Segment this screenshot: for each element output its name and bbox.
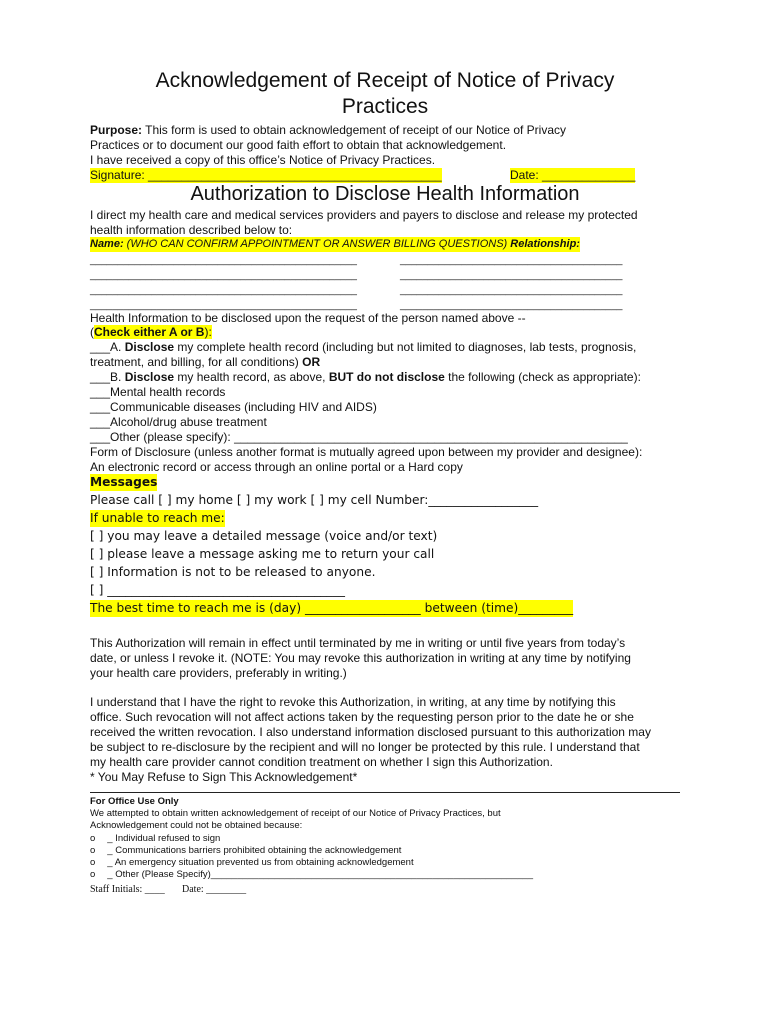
date-field[interactable]: Date: ______________ — [510, 168, 636, 182]
bullet-icon: o — [90, 833, 96, 844]
authorization-heading: Authorization to Disclose Health Information — [190, 183, 580, 205]
document-title — [90, 68, 680, 120]
option-a-line-1[interactable]: ___A. Disclose my complete health record (including but not limited to diagnoses, lab tests, prognosis, — [90, 340, 637, 354]
option-mental-health[interactable]: ___Mental health records — [90, 385, 226, 399]
purpose-label: Purpose: — [90, 123, 143, 137]
option-b-line[interactable]: ___B. Disclose my health record, as above, BUT do not disclose the following (check as appropriate): — [90, 370, 641, 384]
office-line-1: We attempted to obtain written acknowledgement of receipt of our Notice of Privacy Practices, but — [90, 808, 501, 819]
unable-to-reach-heading: If unable to reach me: — [90, 511, 225, 525]
relationship-blank-2[interactable]: ________________________________________ — [400, 270, 623, 281]
bullet-icon: o — [90, 857, 96, 868]
authorization-intro-2: health information described below to: — [90, 223, 293, 237]
name-label: Name: — [90, 238, 124, 250]
name-blank-3[interactable]: ________________________________________________ — [90, 285, 357, 296]
bullet-icon: o — [90, 869, 96, 880]
option-alcohol-drug[interactable]: ___Alcohol/drug abuse treatment — [90, 415, 267, 429]
understand-line-3: received the written revocation. I also understand information disclosed pursuant to this authorization may — [90, 725, 651, 739]
message-option-detailed[interactable]: [ ] you may leave a detailed message (voice and/or text) — [90, 529, 438, 543]
office-use-divider — [90, 792, 680, 793]
name-relationship-line — [90, 237, 580, 252]
name-blank-2[interactable]: ________________________________________________ — [90, 270, 357, 281]
office-option-barriers[interactable]: o _ Communications barriers prohibited obtaining the acknowledgement — [90, 845, 402, 856]
understand-line-2: office. Such revocation will not affect actions taken by the requesting person prior to the date he or she — [90, 710, 634, 724]
office-use-heading: For Office Use Only — [90, 796, 179, 807]
option-a-line-2: treatment, and billing, for all conditions) OR — [90, 355, 321, 369]
understand-line-5: my health care provider cannot condition treatment on whether I sign this Authorization. — [90, 755, 553, 769]
effect-line-2: date, or unless I revoke it. (NOTE: You may revoke this authorization in writing at any time by notifying — [90, 651, 631, 665]
refuse-to-sign-note: * You May Refuse to Sign This Acknowledgement* — [90, 770, 358, 784]
purpose-line-1 — [90, 123, 566, 138]
office-line-2: Acknowledgement could not be obtained because: — [90, 820, 303, 831]
check-either-label: Check either A or B — [94, 325, 205, 339]
message-option-return-call[interactable]: [ ] please leave a message asking me to return your call — [90, 547, 435, 561]
office-option-emergency[interactable]: o _ An emergency situation prevented us from obtaining acknowledgement — [90, 857, 414, 868]
understand-line-1: I understand that I have the right to revoke this Authorization, in writing, at any time by notifying this — [90, 695, 616, 709]
relationship-label: Relationship: — [510, 238, 580, 250]
name-blank-4[interactable]: ________________________________________________ — [90, 300, 357, 311]
title-line-2: Practices — [341, 95, 429, 118]
call-preference-line[interactable]: Please call [ ] my home [ ] my work [ ] my cell Number:__________________ — [90, 493, 539, 507]
relationship-blank-1[interactable]: ________________________________________ — [400, 255, 623, 266]
best-time-line[interactable]: The best time to reach me is (day) ___________________ between (time)_________ — [90, 601, 574, 615]
receipt-statement: I have received a copy of this office’s Notice of Privacy Practices. — [90, 153, 436, 167]
staff-initials-field[interactable]: Staff Initials: ____ — [90, 884, 165, 895]
name-note: (WHO CAN CONFIRM APPOINTMENT OR ANSWER BILLING QUESTIONS) — [123, 238, 511, 250]
message-option-other[interactable]: [ ] _______________________________________ — [90, 583, 345, 597]
form-of-disclosure-options: An electronic record or access through an online portal or a Hard copy — [90, 460, 463, 474]
title-line-1: Acknowledgement of Receipt of Notice of Privacy — [155, 69, 615, 92]
relationship-blank-3[interactable]: ________________________________________ — [400, 285, 623, 296]
effect-line-3: your health care providers, preferably in writing.) — [90, 666, 347, 680]
office-option-other[interactable]: o _ Other (Please Specify)_____________________________________________________________ — [90, 869, 534, 880]
bullet-icon: o — [90, 845, 96, 856]
purpose-line-2: Practices or to document our good faith effort to obtain that acknowledgement. — [90, 138, 507, 152]
option-other[interactable]: ___Other (please specify): ___________________________________________________________ — [90, 430, 628, 444]
disclosed-line: Health Information to be disclosed upon the request of the person named above -- — [90, 311, 526, 325]
understand-line-4: be subject to re-disclosure by the recipient and will no longer be protected by this rule. I understand that — [90, 740, 640, 754]
form-of-disclosure: Form of Disclosure (unless another format is mutually agreed upon between my provider and designee): — [90, 445, 643, 459]
messages-heading: Messages — [90, 475, 158, 489]
check-instruction: (Check either A or B): — [90, 325, 212, 339]
authorization-intro-1: I direct my health care and medical services providers and payers to disclose and release my protected — [90, 208, 638, 222]
option-communicable[interactable]: ___Communicable diseases (including HIV and AIDS) — [90, 400, 377, 414]
office-option-refused[interactable]: o _ Individual refused to sign — [90, 833, 221, 844]
name-blank-1[interactable]: ________________________________________________ — [90, 255, 357, 266]
relationship-blank-4[interactable]: ________________________________________ — [400, 300, 623, 311]
purpose-text: This form is used to obtain acknowledgement of receipt of our Notice of Privacy — [142, 123, 566, 137]
staff-date-field[interactable]: Date: ________ — [182, 884, 247, 895]
message-option-no-release[interactable]: [ ] Information is not to be released to anyone. — [90, 565, 376, 579]
effect-line-1: This Authorization will remain in effect until terminated by me in writing or until five years from today’s — [90, 636, 626, 650]
signature-field[interactable]: Signature: ____________________________________________ — [90, 168, 442, 182]
